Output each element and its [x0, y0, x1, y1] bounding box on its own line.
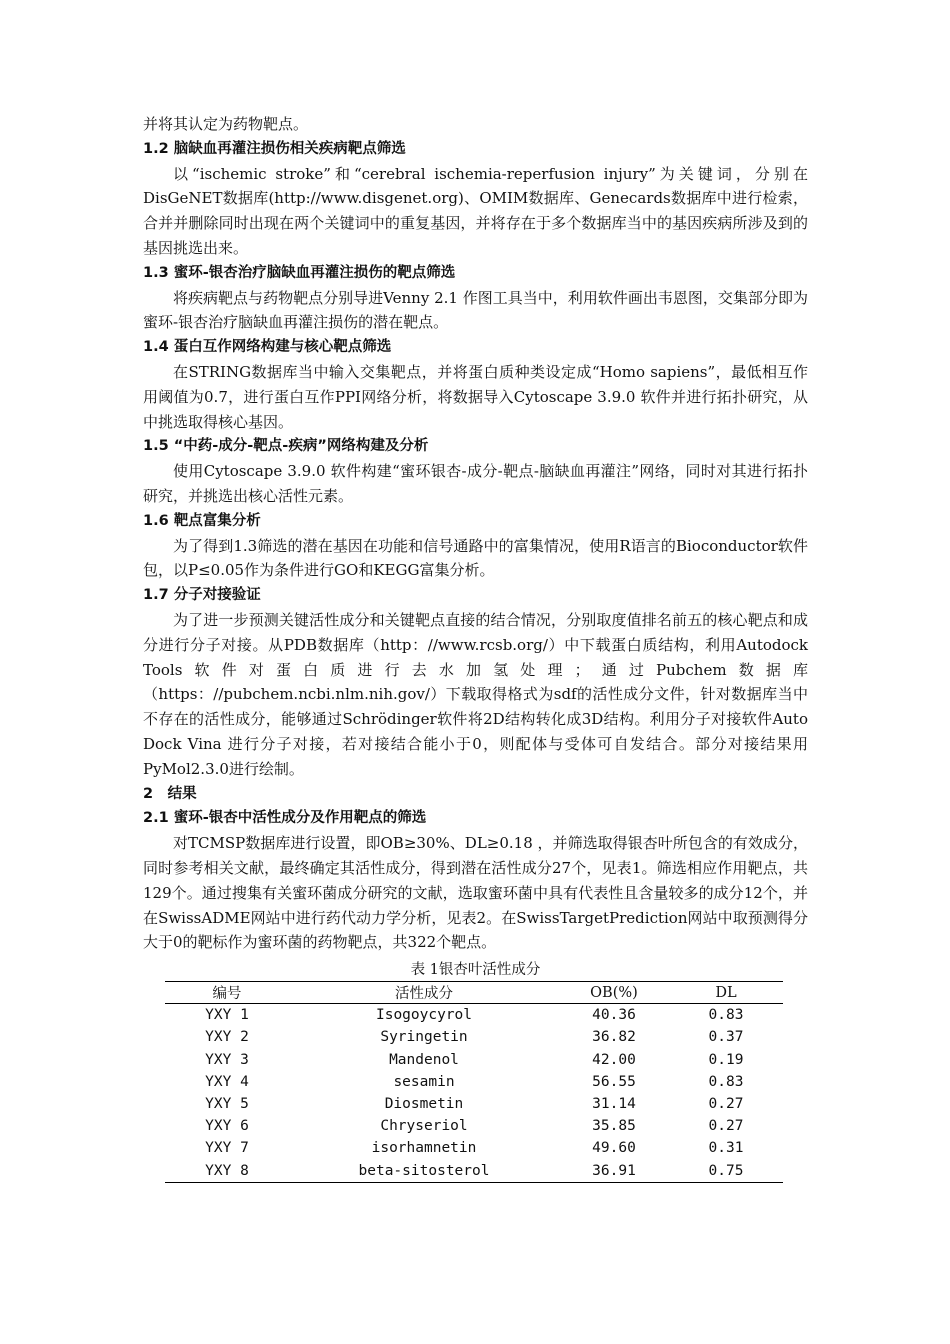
cell-ob: 40.36 — [592, 1007, 636, 1024]
cell-id: YXY 5 — [205, 1095, 249, 1112]
section-heading-2: 2 结果 — [143, 785, 197, 802]
cell-ingredient: sesamin — [393, 1073, 455, 1090]
table-row — [165, 1115, 783, 1137]
section-heading-1-4: 1.4 蛋白互作网络构建与核心靶点筛选 — [143, 339, 392, 356]
cell-dl: 0.27 — [708, 1095, 744, 1112]
table-row — [165, 1159, 783, 1182]
section-paragraph-1-6: 为了得到1.3筛选的潜在基因在功能和信号通路中的富集情况，使用R语言的Bioconductor软件包，以P≤0.05作为条件进行GO和KEGG富集分析。 — [143, 536, 808, 580]
cell-ingredient: Mandenol — [389, 1051, 459, 1068]
section-heading-1-7: 1.7 分子对接验证 — [143, 587, 261, 604]
section-paragraph-1-4: 在STRING数据库当中输入交集靶点，并将蛋白质种类设定成“Homo sapiens”，最低相互作用阈值为0.7，进行蛋白互作PPI网络分析，将数据导入Cytoscape 3.9.0 软件并进行拓扑研究，从中挑选取得核心基因。 — [143, 362, 808, 431]
section-paragraph-2-1: 对TCMSP数据库进行设置，即OB≥30%、DL≥0.18 ，并筛选取得银杏叶所包含的有效成分，同时参考相关文献，最终确定其活性成分，得到潜在活性成分27个，见表1。筛选相应作用靶点，共129个。通过搜集有关蜜环菌成分研究的文献，选取蜜环菌中具有代表性且含量较多的成分12个，并在SwissADME网站中进行药代动力学分析，见表2。在SwissTargetPrediction网站中取预测得分大于0的靶标作为蜜环菌的药物靶点，共322个靶点。 — [143, 834, 808, 952]
cell-ingredient: Diosmetin — [384, 1095, 464, 1112]
table-caption: 表 1银杏叶活性成分 — [410, 962, 541, 979]
lead-line: 并将其认定为药物靶点。 — [143, 115, 309, 133]
section-paragraph-1-3: 将疾病靶点与药物靶点分别导进Venny 2.1 作图工具当中，利用软件画出韦恩图，交集部分即为蜜环-银杏治疗脑缺血再灌注损伤的潜在靶点。 — [143, 288, 808, 332]
table-1 — [143, 959, 808, 1183]
header-ob: OB(%) — [559, 982, 669, 1004]
active-ingredients-table — [165, 981, 783, 1183]
cell-ob: 31.14 — [592, 1095, 636, 1112]
section-heading-1-2: 1.2 脑缺血再灌注损伤相关疾病靶点筛选 — [143, 140, 406, 157]
table-row — [165, 1048, 783, 1070]
cell-dl: 0.31 — [708, 1140, 744, 1157]
cell-dl: 0.27 — [708, 1118, 744, 1135]
cell-id: YXY 6 — [205, 1118, 249, 1135]
table-row — [165, 1071, 783, 1093]
cell-ingredient: beta-sitosterol — [289, 1159, 559, 1182]
cell-ob: 49.60 — [592, 1140, 636, 1157]
cell-id: YXY 7 — [205, 1140, 249, 1157]
header-id: 编号 — [165, 982, 289, 1004]
cell-id: YXY 2 — [205, 1029, 249, 1046]
cell-dl: 0.75 — [669, 1159, 783, 1182]
cell-ob: 36.82 — [592, 1029, 636, 1046]
table-row — [165, 1004, 783, 1027]
table-header-row — [165, 982, 783, 1004]
cell-dl: 0.83 — [708, 1007, 744, 1024]
table-row — [165, 1137, 783, 1159]
section-paragraph-1-2: 以“ischemic stroke”和“cerebral ischemia-reperfusion injury”为关键词，分别在DisGeNET数据库(http://www.disgenet.org)、OMIM数据库、Genecards数据库中进行检索，合并并删除同时出现在两个关键词中的重复基因，并将存在于多个数据库当中的基因疾病所涉及到的基因挑选出来。 — [143, 164, 808, 257]
header-dl: DL — [669, 982, 783, 1004]
cell-ob: 36.91 — [559, 1159, 669, 1182]
cell-dl: 0.37 — [708, 1029, 744, 1046]
document-page — [143, 112, 808, 1183]
cell-ingredient: Isogoycyrol — [375, 1007, 473, 1024]
cell-ingredient: Chryseriol — [380, 1118, 468, 1135]
section-heading-1-6: 1.6 靶点富集分析 — [143, 512, 261, 529]
table-row — [165, 1026, 783, 1048]
cell-id: YXY 8 — [165, 1159, 289, 1182]
cell-id: YXY 1 — [205, 1007, 249, 1024]
cell-dl: 0.19 — [708, 1051, 744, 1068]
cell-id: YXY 4 — [205, 1073, 249, 1090]
cell-ob: 56.55 — [592, 1073, 636, 1090]
section-heading-1-5: 1.5 “中药-成分-靶点-疾病”网络构建及分析 — [143, 438, 429, 455]
cell-ob: 42.00 — [592, 1051, 636, 1068]
section-paragraph-1-7: 为了进一步预测关键活性成分和关键靶点直接的结合情况，分别取度值排名前五的核心靶点和成分进行分子对接。从PDB数据库（http：//www.rcsb.org/）中下载蛋白质结构，利用Autodock Tools软件对蛋白质进行去水加氢处理；通过Pubchem数据库（https：//pubchem.ncbi.nlm.nih.gov/）下载取得格式为sdf的活性成分文件，针对数据库当中不存在的活性成分，能够通过Schrödinger软件将2D结构转化成3D结构。利用分子对接软件Auto Dock Vina 进行分子对接，若对接结合能小于0，则配体与受体可自发结合。部分对接结果用PyMol2.3.0进行绘制。 — [143, 610, 808, 778]
cell-id: YXY 3 — [205, 1051, 249, 1068]
section-paragraph-1-5: 使用Cytoscape 3.9.0 软件构建“蜜环银杏-成分-靶点-脑缺血再灌注”网络，同时对其进行拓扑研究，并挑选出核心活性元素。 — [143, 462, 808, 505]
cell-ingredient: isorhamnetin — [371, 1140, 477, 1157]
cell-ingredient: Syringetin — [380, 1029, 468, 1046]
section-heading-2-1: 2.1 蜜环-银杏中活性成分及作用靶点的筛选 — [143, 810, 427, 827]
cell-ob: 35.85 — [592, 1118, 636, 1135]
cell-dl: 0.83 — [708, 1073, 744, 1090]
header-ingredient: 活性成分 — [289, 982, 559, 1004]
table-row — [165, 1093, 783, 1115]
section-heading-1-3: 1.3 蜜环-银杏治疗脑缺血再灌注损伤的靶点筛选 — [143, 264, 456, 281]
